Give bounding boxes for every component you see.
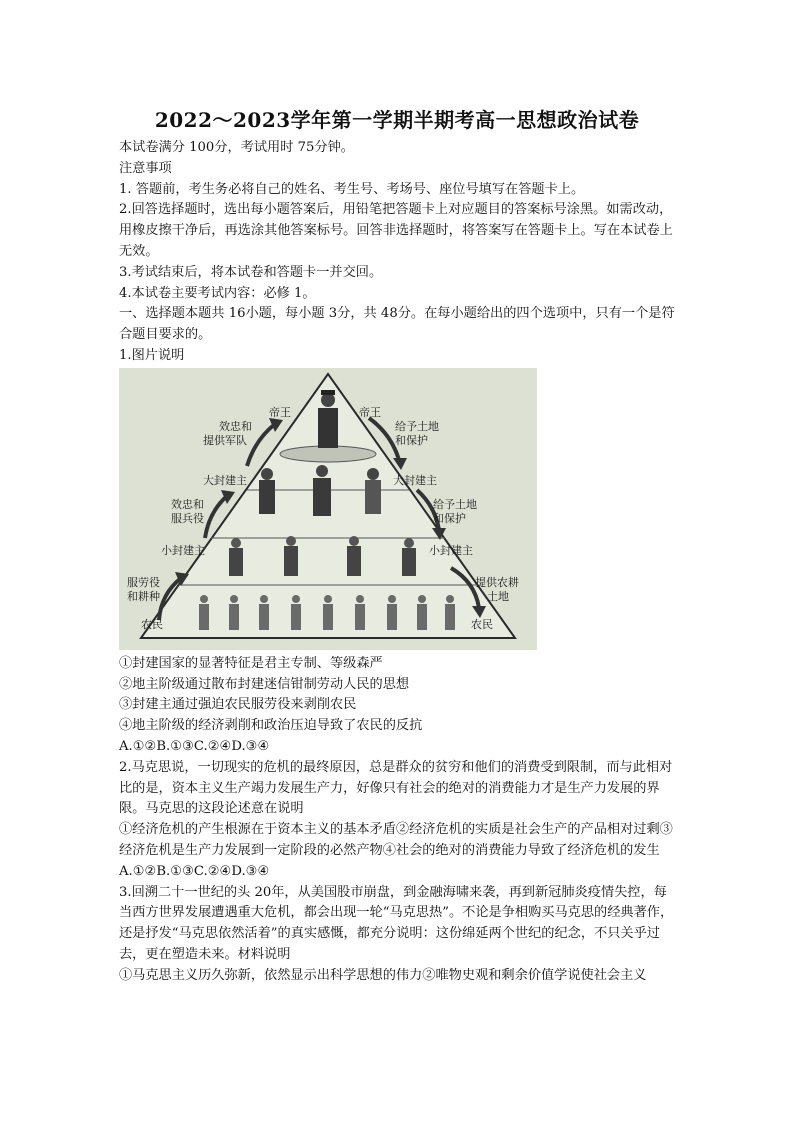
arrow-label-l3b: 和耕种 (127, 589, 160, 603)
arrow-label-r1a: 给予土地 (395, 419, 439, 433)
arrow-label-l2a: 效忠和 (171, 497, 204, 511)
intro-note-4: 4.本试卷主要考试内容：必修 1。 (119, 285, 316, 301)
arrow-label-l2b: 服兵役 (171, 511, 204, 525)
q1-option-3: ③封建主通过强迫农民服劳役来剥削农民 (119, 697, 357, 713)
q1-choices: A.①②B.①③C.②④D.③④ (119, 738, 270, 754)
intro-note-3: 3.考试结束后，将本试卷和答题卡一并交回。 (119, 264, 383, 280)
q2-options: ①经济危机的产生根源在于资本主义的基本矛盾②经济危机的实质是社会生产的产品相对过剩③经济危机是生产力发展到一定阶段的必然产物④社会的绝对的消费能力导致了经济危机的发生 (119, 822, 673, 858)
exam-body (119, 138, 679, 987)
label-left-low: 小封建主 (161, 543, 205, 557)
arrow-label-r2a: 给予土地 (433, 497, 477, 511)
intro-note-2: 2.回答选择题时，选出每小题答案后，用铅笔把答题卡上对应题目的答案标号涂黑。如需改动，用橡皮擦干净后，再选涂其他答案标号。回答非选择题时，将答案写在答题卡上。写在本试卷上无效。 (119, 202, 673, 259)
label-left-top: 帝王 (269, 405, 291, 419)
label-right-top: 帝王 (359, 405, 381, 419)
q2-stem: 2.马克思说，一切现实的危机的最终原因，总是群众的贫穷和他们的消费受到限制，而与此相对比的是，资本主义生产竭力发展生产力，好像只有社会的绝对的消费能力才是生产力发展的界限。马克思的这段论述意在说明 (119, 759, 673, 817)
arrow-label-l1a: 效忠和 (219, 419, 252, 433)
arrow-label-l3a: 服劳役 (127, 575, 160, 589)
q1-option-1: ①封建国家的显著特征是君主专制、等级森严 (119, 655, 383, 671)
label-left-mid: 大封建主 (203, 473, 247, 487)
q1-option-2: ②地主阶级通过散布封建迷信钳制劳动人民的思想 (119, 676, 410, 692)
q1-stem: 1.图片说明 (119, 347, 185, 363)
q3-stem: 3.回溯二十一世纪的头 20年，从美国股市崩盘，到金融海啸来袭，再到新冠肺炎疫情失控，每当西方世界发展遭遇重大危机，都会出现一轮“马克思热”。不论是争相购买马克思的经典著作，还是抒发“马克思依然活着”的真实感慨，都充分说明：这份绵延两个世纪的纪念，不只关乎过去，更在塑造未来。材料说明 (119, 884, 674, 962)
arrow-label-l1b: 提供军队 (203, 433, 247, 447)
label-right-bottom: 农民 (471, 617, 493, 631)
arrow-label-r3a: 提供农耕 (475, 575, 519, 589)
exam-title: 2022～2023学年第一学期半期考高一思想政治试卷 (154, 108, 640, 132)
q3-options: ①马克思主义历久弥新，依然显示出科学思想的伟力②唯物史观和剩余价值学说使社会主义 (119, 967, 647, 983)
label-right-mid: 大封建主 (393, 473, 437, 487)
feudal-hierarchy-figure (119, 368, 537, 650)
feudal-pyramid-drawing (119, 368, 537, 650)
arrow-label-r1b: 和保护 (395, 433, 428, 447)
label-left-bottom: 农民 (141, 617, 163, 631)
intro-score: 本试卷满分 100分，考试用时 75分钟。 (119, 140, 354, 155)
intro-note-1: 1. 答题前，考生务必将自己的姓名、考生号、考场号、座位号填写在答题卡上。 (119, 181, 585, 197)
q1-option-4: ④地主阶级的经济剥削和政治压迫导致了农民的反抗 (119, 718, 423, 734)
arrow-label-r3b: 土地 (487, 589, 509, 603)
q2-choices: A.①②B.①③C.②④D.③④ (119, 863, 270, 879)
section-one-heading: 一、选择题本题共 16小题，每小题 3分，共 48分。在每小题给出的四个选项中，只有一个是符合题目要求的。 (119, 306, 675, 343)
label-right-low: 小封建主 (429, 543, 473, 557)
arrow-label-r2b: 和保护 (433, 511, 466, 525)
intro-notice-heading: 注意事项 (119, 160, 172, 176)
